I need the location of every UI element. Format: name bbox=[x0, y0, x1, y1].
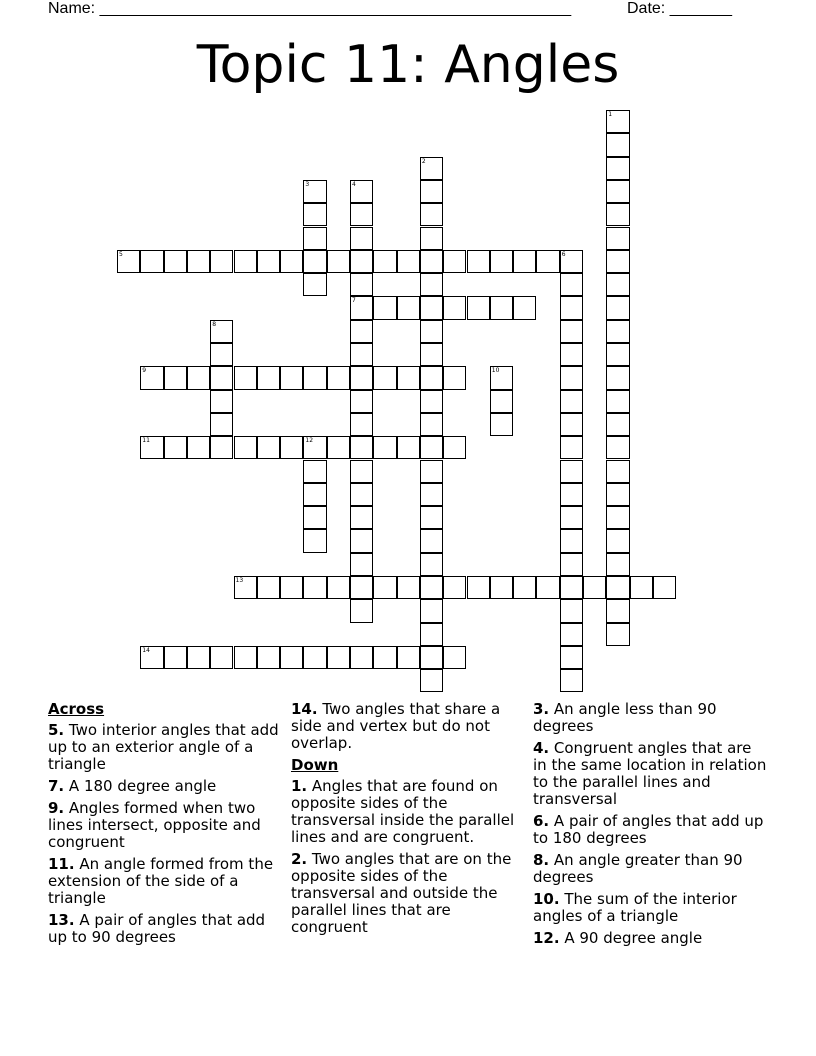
clue-item-text: A 180 degree angle bbox=[64, 777, 217, 795]
grid-cell[interactable] bbox=[560, 273, 583, 296]
clue-item-text: Congruent angles that are in the same location in relation to the parallel lines and transversal bbox=[533, 739, 767, 808]
grid-cell[interactable] bbox=[606, 553, 629, 576]
clue-item-number: 13. bbox=[48, 911, 75, 929]
grid-cell[interactable] bbox=[560, 669, 583, 692]
grid-cell[interactable] bbox=[560, 390, 583, 413]
clue-number: 14 bbox=[142, 646, 150, 654]
clue-number: 5 bbox=[119, 250, 123, 258]
grid-cell[interactable] bbox=[560, 250, 583, 273]
clue-item bbox=[48, 856, 284, 907]
grid-cell[interactable] bbox=[606, 250, 629, 273]
grid-cell[interactable] bbox=[350, 296, 373, 319]
grid-cell[interactable] bbox=[327, 646, 350, 669]
grid-cell[interactable] bbox=[560, 436, 583, 459]
grid-cell[interactable] bbox=[303, 483, 326, 506]
grid-cell[interactable] bbox=[490, 576, 513, 599]
grid-cell[interactable] bbox=[467, 250, 490, 273]
clue-item-text: A 90 degree angle bbox=[559, 929, 703, 947]
clue-item-text: An angle formed from the extension of the side of a triangle bbox=[48, 855, 274, 907]
grid-cell[interactable] bbox=[420, 623, 443, 646]
grid-cell[interactable] bbox=[560, 320, 583, 343]
clue-number: 4 bbox=[352, 180, 356, 188]
clue-number: 1 bbox=[608, 111, 613, 118]
grid-cell[interactable] bbox=[210, 390, 233, 413]
grid-cell[interactable] bbox=[257, 646, 280, 669]
clue-item bbox=[533, 891, 769, 925]
grid-cell[interactable] bbox=[630, 576, 653, 599]
grid-cell[interactable] bbox=[210, 250, 233, 273]
clue-item bbox=[533, 852, 769, 886]
grid-cell[interactable] bbox=[560, 296, 583, 319]
grid-cell[interactable] bbox=[234, 366, 257, 389]
grid-cell[interactable] bbox=[560, 413, 583, 436]
grid-cell[interactable] bbox=[490, 250, 513, 273]
grid-cell[interactable] bbox=[164, 366, 187, 389]
grid-cell[interactable] bbox=[443, 576, 466, 599]
grid-cell[interactable] bbox=[350, 343, 373, 366]
grid-cell[interactable] bbox=[327, 250, 350, 273]
grid-cell[interactable] bbox=[280, 576, 303, 599]
grid-cell[interactable] bbox=[350, 576, 373, 599]
grid-cell[interactable] bbox=[373, 436, 396, 459]
grid-cell[interactable] bbox=[350, 203, 373, 226]
clue-number: 7 bbox=[352, 297, 356, 305]
grid-cell[interactable] bbox=[606, 203, 629, 226]
clue-item-number: 14. bbox=[291, 700, 318, 718]
grid-cell[interactable] bbox=[350, 413, 373, 436]
grid-cell[interactable] bbox=[467, 296, 490, 319]
clue-item-number: 8. bbox=[533, 851, 550, 869]
grid-cell[interactable] bbox=[536, 250, 559, 273]
grid-cell[interactable] bbox=[490, 296, 513, 319]
grid-cell[interactable] bbox=[606, 296, 629, 319]
clue-item-number: 7. bbox=[48, 777, 65, 795]
clue-number: 11 bbox=[142, 437, 150, 445]
grid-cell[interactable] bbox=[350, 366, 373, 389]
grid-cell[interactable] bbox=[443, 436, 466, 459]
grid-cell[interactable] bbox=[234, 576, 257, 599]
page-title: Topic 11: Angles bbox=[196, 35, 620, 95]
grid-cell[interactable] bbox=[373, 576, 396, 599]
grid-cell[interactable] bbox=[350, 227, 373, 250]
clue-item-text: An angle less than 90 degrees bbox=[533, 700, 717, 735]
grid-cell[interactable] bbox=[187, 436, 210, 459]
grid-cell[interactable] bbox=[350, 273, 373, 296]
grid-cell[interactable] bbox=[257, 366, 280, 389]
clue-item-number: 4. bbox=[533, 739, 550, 757]
grid-cell[interactable] bbox=[397, 646, 420, 669]
grid-cell[interactable] bbox=[303, 203, 326, 226]
grid-cell[interactable] bbox=[350, 529, 373, 552]
clue-item-number: 10. bbox=[533, 890, 560, 908]
grid-cell[interactable] bbox=[606, 576, 629, 599]
grid-cell[interactable] bbox=[490, 390, 513, 413]
clue-column-2 bbox=[291, 701, 527, 941]
grid-cell[interactable] bbox=[397, 296, 420, 319]
grid-cell[interactable] bbox=[490, 366, 513, 389]
grid-cell[interactable] bbox=[327, 366, 350, 389]
grid-cell[interactable] bbox=[606, 227, 629, 250]
grid-cell[interactable] bbox=[606, 413, 629, 436]
grid-cell[interactable] bbox=[373, 250, 396, 273]
grid-cell[interactable] bbox=[210, 436, 233, 459]
grid-cell[interactable] bbox=[606, 460, 629, 483]
grid-cell[interactable] bbox=[280, 646, 303, 669]
clue-item-text: Two angles that are on the opposite sides of the transversal and outside the parallel lines that are congruent bbox=[291, 850, 512, 936]
grid-cell[interactable] bbox=[420, 250, 443, 273]
grid-cell[interactable] bbox=[560, 529, 583, 552]
grid-cell[interactable] bbox=[327, 436, 350, 459]
grid-cell[interactable] bbox=[490, 413, 513, 436]
grid-cell[interactable] bbox=[187, 646, 210, 669]
grid-cell[interactable] bbox=[397, 576, 420, 599]
grid-cell[interactable] bbox=[373, 366, 396, 389]
grid-cell[interactable] bbox=[210, 320, 233, 343]
clue-column-1 bbox=[48, 701, 284, 951]
grid-cell[interactable] bbox=[397, 250, 420, 273]
clue-number: 12 bbox=[305, 437, 314, 445]
clue-item-number: 1. bbox=[291, 777, 308, 795]
grid-cell[interactable] bbox=[210, 413, 233, 436]
grid-cell[interactable] bbox=[350, 506, 373, 529]
grid-cell[interactable] bbox=[140, 646, 163, 669]
grid-cell[interactable] bbox=[350, 483, 373, 506]
grid-cell[interactable] bbox=[606, 110, 629, 133]
clue-item-text: Angles that are found on opposite sides of the transversal inside the parallel lines and are congruent. bbox=[291, 777, 515, 846]
grid-cell[interactable] bbox=[560, 599, 583, 622]
grid-cell[interactable] bbox=[303, 646, 326, 669]
grid-cell[interactable] bbox=[303, 436, 326, 459]
grid-cell[interactable] bbox=[187, 250, 210, 273]
clue-item bbox=[291, 701, 527, 752]
grid-cell[interactable] bbox=[303, 529, 326, 552]
grid-cell[interactable] bbox=[606, 180, 629, 203]
grid-cell[interactable] bbox=[303, 273, 326, 296]
grid-cell[interactable] bbox=[443, 646, 466, 669]
grid-cell[interactable] bbox=[350, 390, 373, 413]
clue-item bbox=[533, 701, 769, 735]
grid-cell[interactable] bbox=[350, 250, 373, 273]
clue-section-heading: Down bbox=[291, 756, 339, 774]
grid-cell[interactable] bbox=[257, 436, 280, 459]
grid-cell[interactable] bbox=[513, 576, 536, 599]
grid-cell[interactable] bbox=[606, 436, 629, 459]
grid-cell[interactable] bbox=[117, 250, 140, 273]
clue-item-text: A pair of angles that add up to 90 degrees bbox=[48, 911, 266, 946]
clue-item-text: Two angles that share a side and vertex but do not overlap. bbox=[291, 700, 501, 752]
clue-item bbox=[48, 912, 284, 946]
clue-number: 10 bbox=[491, 367, 500, 375]
clue-item-text: An angle greater than 90 degrees bbox=[533, 851, 743, 886]
grid-cell[interactable] bbox=[420, 553, 443, 576]
grid-cell[interactable] bbox=[303, 576, 326, 599]
grid-cell[interactable] bbox=[350, 599, 373, 622]
grid-cell[interactable] bbox=[536, 576, 559, 599]
grid-cell[interactable] bbox=[420, 273, 443, 296]
clue-number: 3 bbox=[305, 180, 310, 188]
grid-cell[interactable] bbox=[420, 157, 443, 180]
grid-cell[interactable] bbox=[443, 366, 466, 389]
grid-cell[interactable] bbox=[420, 576, 443, 599]
grid-cell[interactable] bbox=[257, 250, 280, 273]
grid-cell[interactable] bbox=[303, 250, 326, 273]
grid-cell[interactable] bbox=[234, 646, 257, 669]
clue-item bbox=[533, 813, 769, 847]
grid-cell[interactable] bbox=[606, 506, 629, 529]
grid-cell[interactable] bbox=[560, 366, 583, 389]
grid-cell[interactable] bbox=[606, 390, 629, 413]
grid-cell[interactable] bbox=[373, 296, 396, 319]
grid-cell[interactable] bbox=[397, 366, 420, 389]
grid-cell[interactable] bbox=[303, 506, 326, 529]
grid-cell[interactable] bbox=[560, 506, 583, 529]
clue-section-heading: Across bbox=[48, 700, 105, 718]
grid-cell[interactable] bbox=[606, 529, 629, 552]
grid-cell[interactable] bbox=[140, 436, 163, 459]
clue-item-number: 9. bbox=[48, 799, 65, 817]
clue-item-text: Angles formed when two lines intersect, opposite and congruent bbox=[48, 799, 261, 851]
clue-item bbox=[291, 851, 527, 936]
grid-cell[interactable] bbox=[420, 599, 443, 622]
grid-cell[interactable] bbox=[187, 366, 210, 389]
grid-cell[interactable] bbox=[560, 623, 583, 646]
grid-cell[interactable] bbox=[420, 390, 443, 413]
grid-cell[interactable] bbox=[420, 460, 443, 483]
grid-cell[interactable] bbox=[350, 553, 373, 576]
name-field-label[interactable]: Name: _____________________________________________________ bbox=[48, 0, 572, 17]
grid-cell[interactable] bbox=[280, 250, 303, 273]
grid-cell[interactable] bbox=[234, 250, 257, 273]
grid-cell[interactable] bbox=[467, 576, 490, 599]
grid-cell[interactable] bbox=[420, 529, 443, 552]
grid-cell[interactable] bbox=[560, 483, 583, 506]
grid-cell[interactable] bbox=[420, 203, 443, 226]
clue-item-number: 2. bbox=[291, 850, 308, 868]
grid-cell[interactable] bbox=[350, 180, 373, 203]
clue-item bbox=[48, 778, 284, 795]
grid-cell[interactable] bbox=[420, 366, 443, 389]
clue-number: 9 bbox=[142, 367, 147, 375]
clue-item-text: Two interior angles that add up to an exterior angle of a triangle bbox=[48, 721, 279, 773]
grid-cell[interactable] bbox=[560, 460, 583, 483]
grid-cell[interactable] bbox=[164, 436, 187, 459]
grid-cell[interactable] bbox=[303, 460, 326, 483]
clue-number: 6 bbox=[561, 250, 566, 258]
grid-cell[interactable] bbox=[420, 483, 443, 506]
clue-item-text: A pair of angles that add up to 180 degrees bbox=[533, 812, 764, 847]
grid-cell[interactable] bbox=[606, 483, 629, 506]
clue-item bbox=[291, 778, 527, 846]
date-field-label[interactable]: Date: _______ bbox=[627, 0, 732, 17]
grid-cell[interactable] bbox=[443, 296, 466, 319]
grid-cell[interactable] bbox=[257, 576, 280, 599]
grid-cell[interactable] bbox=[373, 646, 396, 669]
clue-item-number: 11. bbox=[48, 855, 75, 873]
clue-item bbox=[533, 740, 769, 808]
grid-cell[interactable] bbox=[560, 343, 583, 366]
grid-cell[interactable] bbox=[280, 366, 303, 389]
clue-column-3 bbox=[533, 701, 769, 952]
grid-cell[interactable] bbox=[397, 436, 420, 459]
grid-cell[interactable] bbox=[653, 576, 676, 599]
grid-cell[interactable] bbox=[350, 320, 373, 343]
clue-item-number: 3. bbox=[533, 700, 550, 718]
grid-cell[interactable] bbox=[350, 436, 373, 459]
grid-cell[interactable] bbox=[606, 343, 629, 366]
grid-cell[interactable] bbox=[513, 296, 536, 319]
grid-cell[interactable] bbox=[420, 180, 443, 203]
grid-cell[interactable] bbox=[303, 227, 326, 250]
grid-cell[interactable] bbox=[420, 320, 443, 343]
grid-cell[interactable] bbox=[303, 366, 326, 389]
grid-cell[interactable] bbox=[560, 553, 583, 576]
grid-cell[interactable] bbox=[350, 460, 373, 483]
grid-cell[interactable] bbox=[606, 133, 629, 156]
grid-cell[interactable] bbox=[350, 646, 373, 669]
clue-item-text: The sum of the interior angles of a triangle bbox=[533, 890, 737, 925]
grid-cell[interactable] bbox=[606, 599, 629, 622]
grid-cell[interactable] bbox=[420, 296, 443, 319]
grid-cell[interactable] bbox=[606, 623, 629, 646]
grid-cell[interactable] bbox=[420, 646, 443, 669]
grid-cell[interactable] bbox=[606, 320, 629, 343]
grid-cell[interactable] bbox=[420, 669, 443, 692]
clue-item-number: 12. bbox=[533, 929, 560, 947]
grid-cell[interactable] bbox=[140, 366, 163, 389]
clue-item bbox=[48, 800, 284, 851]
grid-cell[interactable] bbox=[606, 157, 629, 180]
grid-cell[interactable] bbox=[583, 576, 606, 599]
grid-cell[interactable] bbox=[420, 227, 443, 250]
grid-cell[interactable] bbox=[420, 506, 443, 529]
grid-cell[interactable] bbox=[303, 180, 326, 203]
grid-cell[interactable] bbox=[443, 250, 466, 273]
grid-cell[interactable] bbox=[327, 576, 350, 599]
grid-cell[interactable] bbox=[210, 343, 233, 366]
clue-number: 13 bbox=[235, 577, 244, 584]
clue-number: 2 bbox=[421, 157, 426, 165]
grid-cell[interactable] bbox=[234, 436, 257, 459]
clue-number: 8 bbox=[212, 320, 217, 328]
clue-item bbox=[48, 722, 284, 773]
grid-cell[interactable] bbox=[210, 366, 233, 389]
grid-cell[interactable] bbox=[420, 343, 443, 366]
clue-item-number: 6. bbox=[533, 812, 550, 830]
grid-cell[interactable] bbox=[210, 646, 233, 669]
grid-cell[interactable] bbox=[420, 413, 443, 436]
grid-cell[interactable] bbox=[420, 436, 443, 459]
grid-cell[interactable] bbox=[560, 646, 583, 669]
clue-item bbox=[533, 930, 769, 947]
grid-cell[interactable] bbox=[164, 646, 187, 669]
grid-cell[interactable] bbox=[513, 250, 536, 273]
grid-cell[interactable] bbox=[280, 436, 303, 459]
grid-cell[interactable] bbox=[606, 366, 629, 389]
grid-cell[interactable] bbox=[560, 576, 583, 599]
grid-cell[interactable] bbox=[606, 273, 629, 296]
grid-cell[interactable] bbox=[164, 250, 187, 273]
clue-item-number: 5. bbox=[48, 721, 65, 739]
grid-cell[interactable] bbox=[140, 250, 163, 273]
